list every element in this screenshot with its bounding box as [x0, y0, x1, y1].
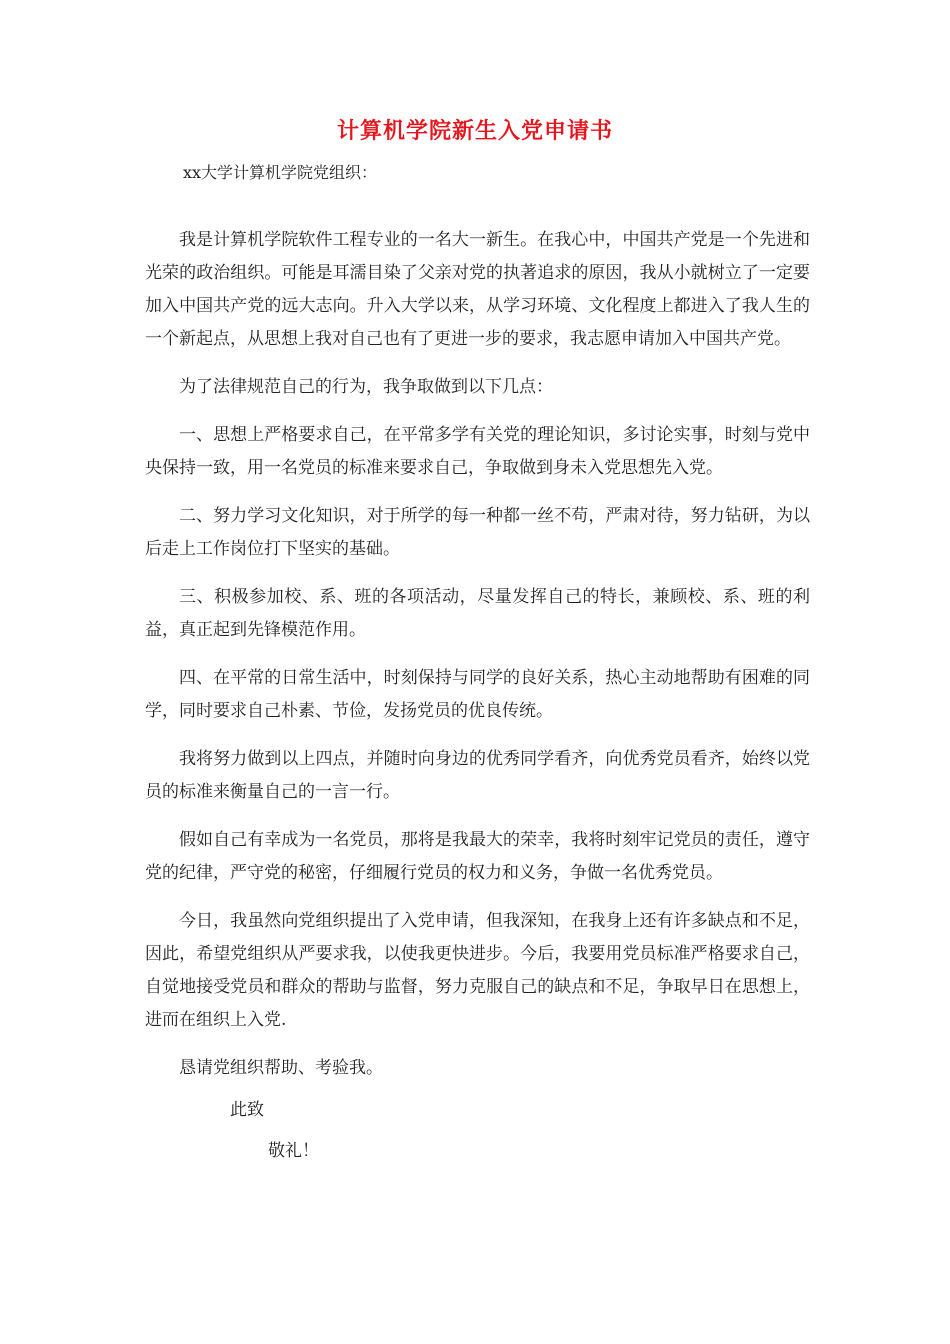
paragraph-point-2: 二、努力学习文化知识，对于所学的每一种都一丝不苟，严肃对待，努力钻研，为以后走上工作岗位打下坚实的基础。 — [145, 506, 810, 559]
closing-jingli: 敬礼！ — [268, 1141, 319, 1161]
paragraph-point-1: 一、思想上严格要求自己，在平常多学有关党的理论知识，多讨论实事，时刻与党中央保持一致，用一名党员的标准来要求自己，争取做到身未入党思想先入党。 — [145, 425, 810, 478]
document-title: 计算机学院新生入党申请书 — [336, 119, 613, 144]
paragraph-intro: 我是计算机学院软件工程专业的一名大一新生。在我心中，中国共产党是一个先进和光荣的政治组织。可能是耳濡目染了父亲对党的执著追求的原因，我从小就树立了一定要加入中国共产党的远大志向。升入大学以来，从学习环境、文化程度上都进入了我人生的一个新起点，从思想上我对自己也有了更进一步的要求，我志愿申请加入中国共产党。 — [145, 230, 810, 349]
paragraph-point-4: 四、在平常的日常生活中，时刻保持与同学的良好关系，热心主动地帮助有困难的同学，同时要求自己朴素、节俭，发扬党员的优良传统。 — [145, 668, 810, 721]
paragraph-request: 恳请党组织帮助、考验我。 — [179, 1058, 383, 1078]
closing-cizhi: 此致 — [230, 1100, 264, 1120]
paragraph-point-3: 三、积极参加校、系、班的各项活动，尽量发挥自己的特长，兼顾校、系、班的利益，真正起到先锋模范作用。 — [145, 587, 810, 640]
paragraph-commitment-lead: 为了法律规范自己的行为，我争取做到以下几点： — [179, 377, 553, 397]
document-body — [145, 224, 810, 1100]
paragraph-resolve: 我将努力做到以上四点，并随时向身边的优秀同学看齐，向优秀党员看齐，始终以党员的标准来衡量自己的一言一行。 — [145, 749, 810, 802]
paragraph-honor: 假如自己有幸成为一名党员，那将是我最大的荣幸，我将时刻牢记党员的责任，遵守党的纪律，严守党的秘密，仔细履行党员的权力和义务，争做一名优秀党员。 — [145, 830, 810, 883]
salutation: xx大学计算机学院党组织： — [183, 163, 378, 182]
paragraph-shortcomings: 今日，我虽然向党组织提出了入党申请，但我深知，在我身上还有许多缺点和不足，因此，希望党组织从严要求我，以使我更快进步。今后，我要用党员标准严格要求自己，自觉地接受党员和群众的帮助与监督，努力克服自己的缺点和不足，争取早日在思想上，进而在组织上入党. — [145, 911, 810, 1030]
